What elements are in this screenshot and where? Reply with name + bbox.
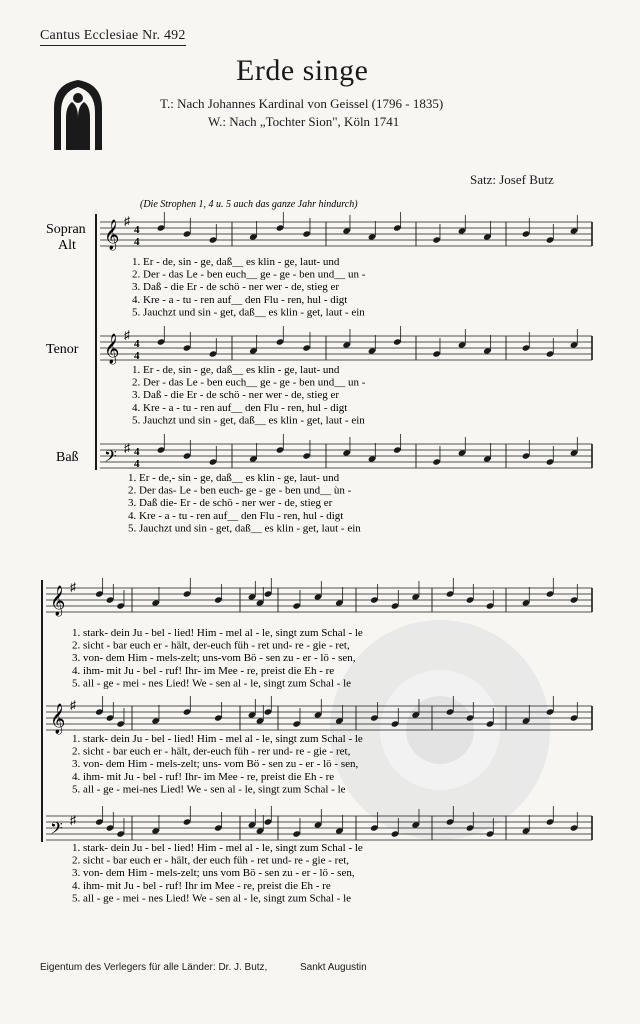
lyric-line-soprano-alto: 1. stark- dein Ju - bel - lied! Him - mel al - le, singt zum Schal - le — [72, 627, 363, 639]
treble-clef-icon: 𝄞 — [50, 586, 66, 615]
lyric-line-bass: 5. Jauchzt und sin - get, daß__ es klin - get, laut - ein — [128, 522, 361, 535]
lyric-line-soprano-alto: 4. ihm- mit Ju - bel - ruf! Ihr- im Mee - re, preist die Eh - re — [72, 664, 335, 677]
lyric-line-tenor: 2. Der - das Le - ben euch__ ge - ge - ben und__ un - — [132, 376, 366, 389]
lyric-line-bass: 1. Er - de,- sin - ge, daß__ es klin - ge, laut- und — [128, 472, 340, 484]
time-signature-icon: 4 — [134, 350, 140, 362]
lyric-line-bass: 5. all - ge - mei - nes Lied! We - sen al - le, singt zum Schal - le — [72, 892, 352, 905]
staff-bass-1 — [100, 434, 592, 470]
lyric-line-tenor: 3. von- dem Him - mels-zelt; uns- vom Bö - sen zu - er - lö - sen, — [72, 758, 359, 771]
series-label: Cantus Ecclesiae Nr. 492 — [40, 28, 186, 46]
time-signature-icon: 4 — [134, 338, 140, 350]
lyric-line-bass: 4. Kre - a - tu - ren auf__ den Flu - ren, hul - digt — [128, 509, 344, 522]
lyric-line-bass: 3. von- dem Him - mels-zelt; uns vom Bö - sen zu - er - lö - sen, — [72, 867, 355, 880]
time-signature-icon: 4 — [134, 236, 140, 248]
lyric-line-tenor: 2. sicht - bar euch er - hält, der-euch füh - rer und- re - gie - ret, — [72, 745, 351, 758]
time-signature-icon: 4 — [134, 458, 140, 470]
lyric-line-bass: 4. ihm- mit Ju - bel - ruf! Ihr im Mee - re, preist die Eh - re — [72, 879, 331, 892]
staff-soprano-alto-2 — [46, 578, 592, 617]
voice-label-soprano: Sopran — [46, 222, 86, 237]
voice-label-bass: Baß — [56, 450, 79, 465]
lyric-line-soprano-alto: 1. Er - de, sin - ge, daß__ es klin - ge, laut- und — [132, 256, 340, 268]
lyric-line-bass: 3. Daß die- Er - de schö - ner wer - de, stieg er — [128, 497, 333, 510]
lyric-line-soprano-alto: 5. all - ge - mei - nes Lied! We - sen al - le, singt zum Schal - le — [72, 677, 352, 690]
key-signature-sharp-icon: ♯ — [124, 328, 130, 342]
lyric-line-bass: 2. Der das- Le - ben euch- ge - ge - ben und__ ùn - — [128, 484, 352, 497]
lyric-line-tenor: 1. Er - de, sin - ge, daß__ es klin - ge, laut- und — [132, 364, 340, 376]
lyric-line-tenor: 4. ihm- mit Ju - bel - ruf! Ihr- im Mee - re, preist die Eh - re — [72, 770, 335, 783]
treble-clef-icon: 𝄞 — [104, 334, 120, 363]
time-signature-icon: 4 — [134, 224, 140, 236]
publisher-place: Sankt Augustin — [300, 962, 367, 973]
treble-clef-icon: 𝄞 — [50, 704, 66, 733]
key-signature-sharp-icon: ♯ — [124, 214, 130, 228]
bass-clef-icon: 𝄢 — [50, 820, 63, 842]
key-signature-sharp-icon: ♯ — [70, 580, 76, 594]
key-signature-sharp-icon: ♯ — [70, 698, 76, 712]
page-title: Erde singe — [236, 54, 369, 87]
voice-label-alto: Alt — [58, 238, 76, 253]
lyric-line-soprano-alto: 2. sicht - bar euch er - hält, der-euch füh - ret und- re - gie - ret, — [72, 639, 350, 652]
lyric-line-tenor: 3. Daß - die Er - de schö - ner wer - de, stieg er — [132, 389, 340, 402]
text-credit: T.: Nach Johannes Kardinal von Geissel (1796 - 1835) — [160, 96, 444, 111]
lyric-line-soprano-alto: 2. Der - das Le - ben euch__ ge - ge - ben und__ un - — [132, 268, 366, 281]
lyric-line-tenor: 5. Jauchzt und sin - get, daß__ es klin - get, laut - ein — [132, 414, 365, 427]
lyric-line-tenor: 4. Kre - a - tu - ren auf__ den Flu - ren, hul - digt — [132, 401, 348, 414]
time-signature-icon: 4 — [134, 446, 140, 458]
arranger-credit: Satz: Josef Butz — [470, 172, 554, 187]
lyric-line-soprano-alto: 4. Kre - a - tu - ren auf__ den Flu - ren, hul - digt — [132, 293, 348, 306]
key-signature-sharp-icon: ♯ — [70, 813, 76, 827]
bass-clef-icon: 𝄢 — [104, 448, 117, 470]
publisher-note: Eigentum des Verlegers für alle Länder: Dr. J. Butz, — [40, 962, 268, 973]
lyric-line-soprano-alto: 3. Daß - die Er - de schö - ner wer - de, stieg er — [132, 281, 340, 294]
lyric-line-soprano-alto: 5. Jauchzt und sin - get, daß__ es klin - get, laut - ein — [132, 306, 365, 319]
performance-note: (Die Strophen 1, 4 u. 5 auch das ganze Jahr hindurch) — [140, 199, 358, 210]
lyric-line-soprano-alto: 3. von- dem Him - mels-zelt; uns-vom Bö - sen zu - er - lö - sen, — [72, 652, 356, 665]
staff-tenor-1 — [100, 326, 592, 365]
tune-credit: W.: Nach „Tochter Sion", Köln 1741 — [208, 114, 400, 129]
key-signature-sharp-icon: ♯ — [124, 441, 130, 455]
lyric-line-bass: 1. stark- dein Ju - bel - lied! Him - mel al - le, singt zum Schal - le — [72, 842, 363, 854]
lyric-line-tenor: 1. stark- dein Ju - bel - lied! Him - mel al - le, singt zum Schal - le — [72, 733, 363, 745]
lyric-line-bass: 2. sicht - bar euch er - hält, der euch füh - ret und- re - gie - ret, — [72, 854, 350, 867]
staff-soprano-alto-1 — [100, 212, 592, 251]
voice-label-tenor: Tenor — [46, 342, 79, 357]
treble-clef-icon: 𝄞 — [104, 220, 120, 249]
lyric-line-tenor: 5. all - ge - mei-nes Lied! We - sen al - le, singt zum Schal - le — [72, 783, 346, 796]
